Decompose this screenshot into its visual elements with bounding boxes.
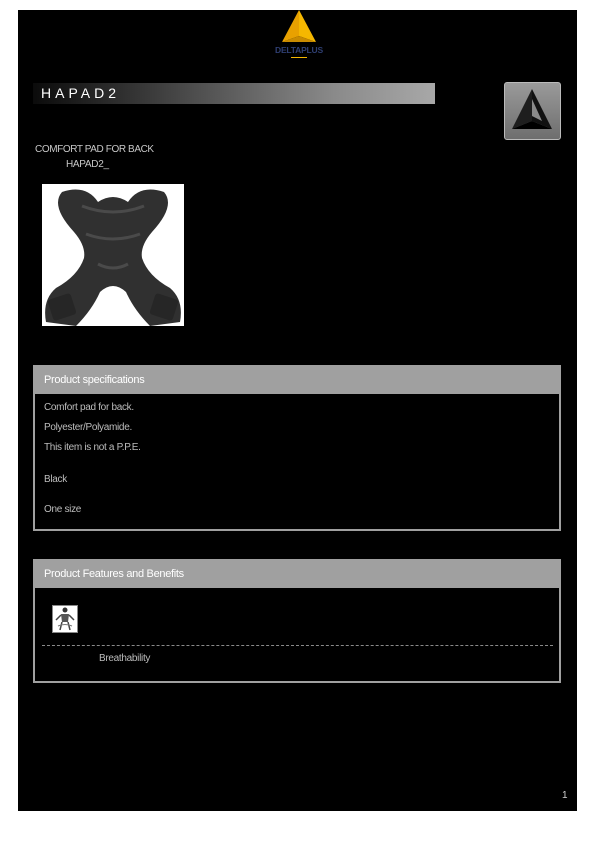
feature-divider — [42, 645, 553, 646]
page-number: 1 — [562, 790, 568, 801]
feature-label: Breathability — [99, 653, 151, 664]
spec-line: Polyester/Polyamide. — [44, 422, 132, 433]
specifications-panel — [33, 365, 561, 531]
harness-icon — [52, 605, 78, 633]
comfort-pad-photo — [42, 184, 184, 326]
spec-color: Black — [44, 474, 67, 485]
page-sheet — [18, 10, 577, 811]
product-image — [42, 184, 184, 326]
spec-line: Comfort pad for back. — [44, 402, 134, 413]
brand-name: DELTAPLUS — [275, 45, 323, 55]
spec-size: One size — [44, 504, 82, 515]
deltaplus-triangle-icon — [264, 10, 334, 46]
title-bar — [33, 83, 435, 104]
spec-line: This item is not a P.P.E. — [44, 442, 141, 453]
brand-badge — [504, 82, 561, 140]
features-panel — [33, 559, 561, 683]
features-header: Product Features and Benefits — [35, 561, 559, 588]
product-description: COMFORT PAD FOR BACK — [35, 144, 154, 155]
logo-underline — [291, 57, 307, 58]
delta-triangle-icon — [505, 83, 560, 139]
product-title: HAPAD2 — [41, 85, 120, 101]
specifications-header: Product specifications — [35, 367, 559, 394]
deltaplus-logo — [264, 10, 334, 60]
product-reference: HAPAD2_ — [66, 159, 109, 170]
